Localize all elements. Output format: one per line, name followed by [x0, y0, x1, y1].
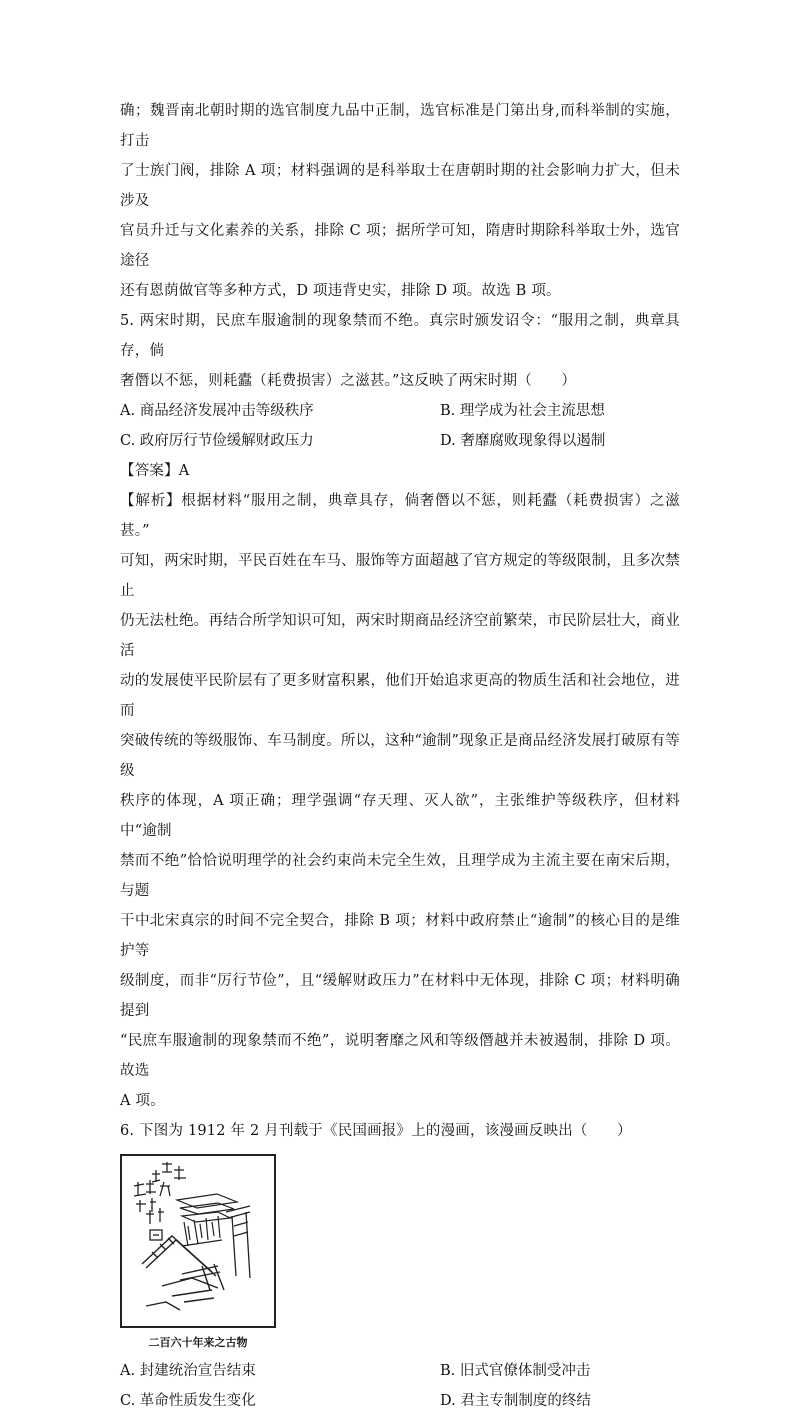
analysis-line: 【解析】根据材料“服用之制，典章具存，倘奢僭以不惩，则耗蠹（耗费损害）之滋甚。”: [120, 493, 680, 539]
option-b: B. 旧式官僚体制受冲击: [440, 1363, 591, 1379]
question-6: [120, 1116, 680, 1416]
analysis-line: 官员升迁与文化素养的关系，排除 C 项；据所学可知，隋唐时期除科举取士外，选官途径: [120, 223, 680, 269]
analysis-line: A 项。: [120, 1093, 165, 1109]
fallen-beams: [142, 1236, 224, 1310]
options: [120, 1356, 680, 1416]
analysis-line: 禁而不绝”恰恰说明理学的社会约束尚未完全生效，且理学成为主流主要在南宋后期，与题: [120, 853, 680, 899]
analysis-line: 可知，两宋时期，平民百姓在车马、服饰等方面超越了官方规定的等级限制，且多次禁止: [120, 553, 680, 599]
analysis-line: 动的发展使平民阶层有了更多财富积累，他们开始追求更高的物质生活和社会地位，进而: [120, 673, 680, 719]
figure-caption: 二百六十年来之古物: [148, 1336, 248, 1349]
analysis-line: 级制度，而非“厉行节俭”，且“缓解财政压力”在材料中无体现，排除 C 项；材料明确提到: [120, 973, 680, 1019]
document-page: [120, 96, 680, 1416]
analysis-line: 秩序的体现，A 项正确；理学强调“存天理、灭人欲”，主张维护等级秩序，但材料中“逾制: [120, 793, 680, 839]
ancient-tower: [177, 1194, 237, 1246]
analysis-line: 确；魏晋南北朝时期的选官制度九品中正制，选官标准是门第出身,而科举制的实施，打击: [120, 103, 680, 149]
analysis-line: 了士族门阀，排除 A 项；材料强调的是科举取士在唐朝时期的社会影响力扩大，但未涉及: [120, 163, 680, 209]
cartoon-image: [120, 1154, 276, 1328]
broken-gate: [226, 1206, 250, 1278]
analysis-line: “民庶车服逾制的现象禁而不绝”，说明奢靡之风和等级僭越并未被遏制，排除 D 项。故选: [120, 1033, 680, 1079]
question-stem: 6. 下图为 1912 年 2 月刊载于《民国画报》上的漫画，该漫画反映出（ ）: [120, 1123, 632, 1139]
option-c: C. 政府厉行节俭缓解财政压力: [120, 433, 314, 449]
cartoon-figure: [120, 1154, 300, 1350]
option-d: D. 君主专制制度的终结: [440, 1393, 591, 1409]
answer: 【答案】A: [120, 463, 190, 479]
option-a: A. 封建统治宣告结束: [120, 1363, 256, 1379]
question-stem: 5. 两宋时期，民庶车服逾制的现象禁而不绝。真宗时颁发诏令：“服用之制，典章具存，倘: [120, 313, 680, 359]
option-a: A. 商品经济发展冲击等级秩序: [120, 403, 314, 419]
analysis: [120, 486, 680, 1116]
option-b: B. 理学成为社会主流思想: [440, 403, 605, 419]
analysis-line: 干中北宋真宗的时间不完全契合，排除 B 项；材料中政府禁止“逾制”的核心目的是维护等: [120, 913, 680, 959]
analysis-line: 仍无法杜绝。再结合所学知识可知，两宋时期商品经济空前繁荣，市民阶层壮大，商业活: [120, 613, 680, 659]
question-stem: 奢僭以不惩，则耗蠹（耗费损害）之滋甚。”这反映了两宋时期（ ）: [120, 373, 577, 389]
analysis-line: 还有恩荫做官等多种方式，D 项违背史实，排除 D 项。故选 B 项。: [120, 283, 561, 299]
option-d: D. 奢靡腐败现象得以遏制: [440, 433, 606, 449]
previous-analysis: [120, 96, 680, 306]
analysis-line: 突破传统的等级服饰、车马制度。所以，这种“逾制”现象正是商品经济发展打破原有等级: [120, 733, 680, 779]
cartoon-drawing: [122, 1156, 274, 1326]
options: [120, 396, 680, 456]
question-5: [120, 306, 680, 1116]
option-c: C. 革命性质发生变化: [120, 1393, 256, 1409]
